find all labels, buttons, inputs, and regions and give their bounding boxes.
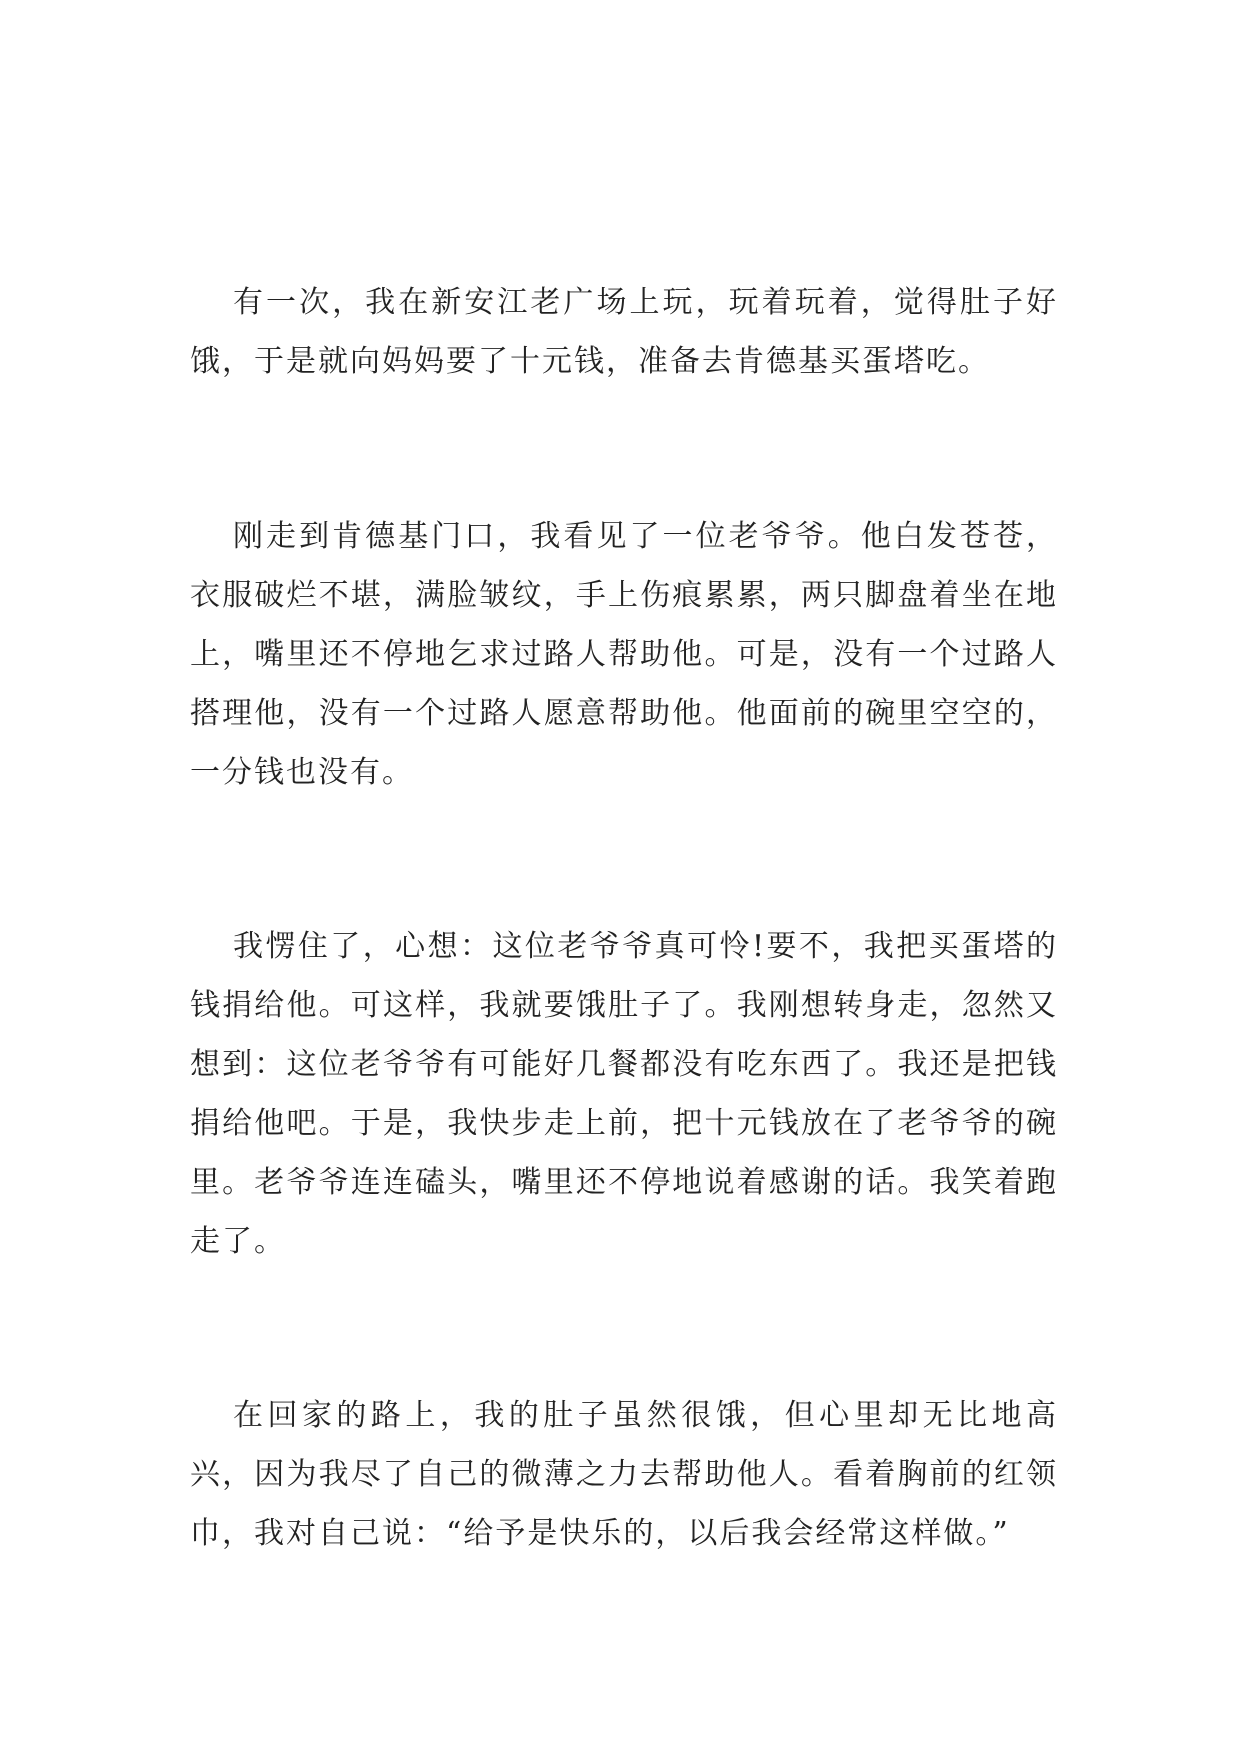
paragraph-3: 我愣住了，心想：这位老爷爷真可怜!要不，我把买蛋塔的钱捐给他。可这样，我就要饿肚子了。我刚想转身走，忽然又想到：这位老爷爷有可能好几餐都没有吃东西了。我还是把钱捐给他吧。于是，我快步走上前，把十元钱放在了老爷爷的碗里。老爷爷连连磕头，嘴里还不停地说着感谢的话。我笑着跑走了。	[190, 929, 1058, 1259]
paragraph-1: 有一次，我在新安江老广场上玩，玩着玩着，觉得肚子好饿，于是就向妈妈要了十元钱，准备去肯德基买蛋塔吃。	[190, 285, 1058, 379]
paragraph-4: 在回家的路上，我的肚子虽然很饿，但心里却无比地高兴，因为我尽了自己的微薄之力去帮助他人。看着胸前的红领巾，我对自己说：“给予是快乐的，以后我会经常这样做。”	[190, 1398, 1058, 1551]
paragraph-2: 刚走到肯德基门口，我看见了一位老爷爷。他白发苍苍，衣服破烂不堪，满脸皱纹，手上伤痕累累，两只脚盘着坐在地上，嘴里还不停地乞求过路人帮助他。可是，没有一个过路人搭理他，没有一个过路人愿意帮助他。他面前的碗里空空的，一分钱也没有。	[190, 519, 1058, 790]
